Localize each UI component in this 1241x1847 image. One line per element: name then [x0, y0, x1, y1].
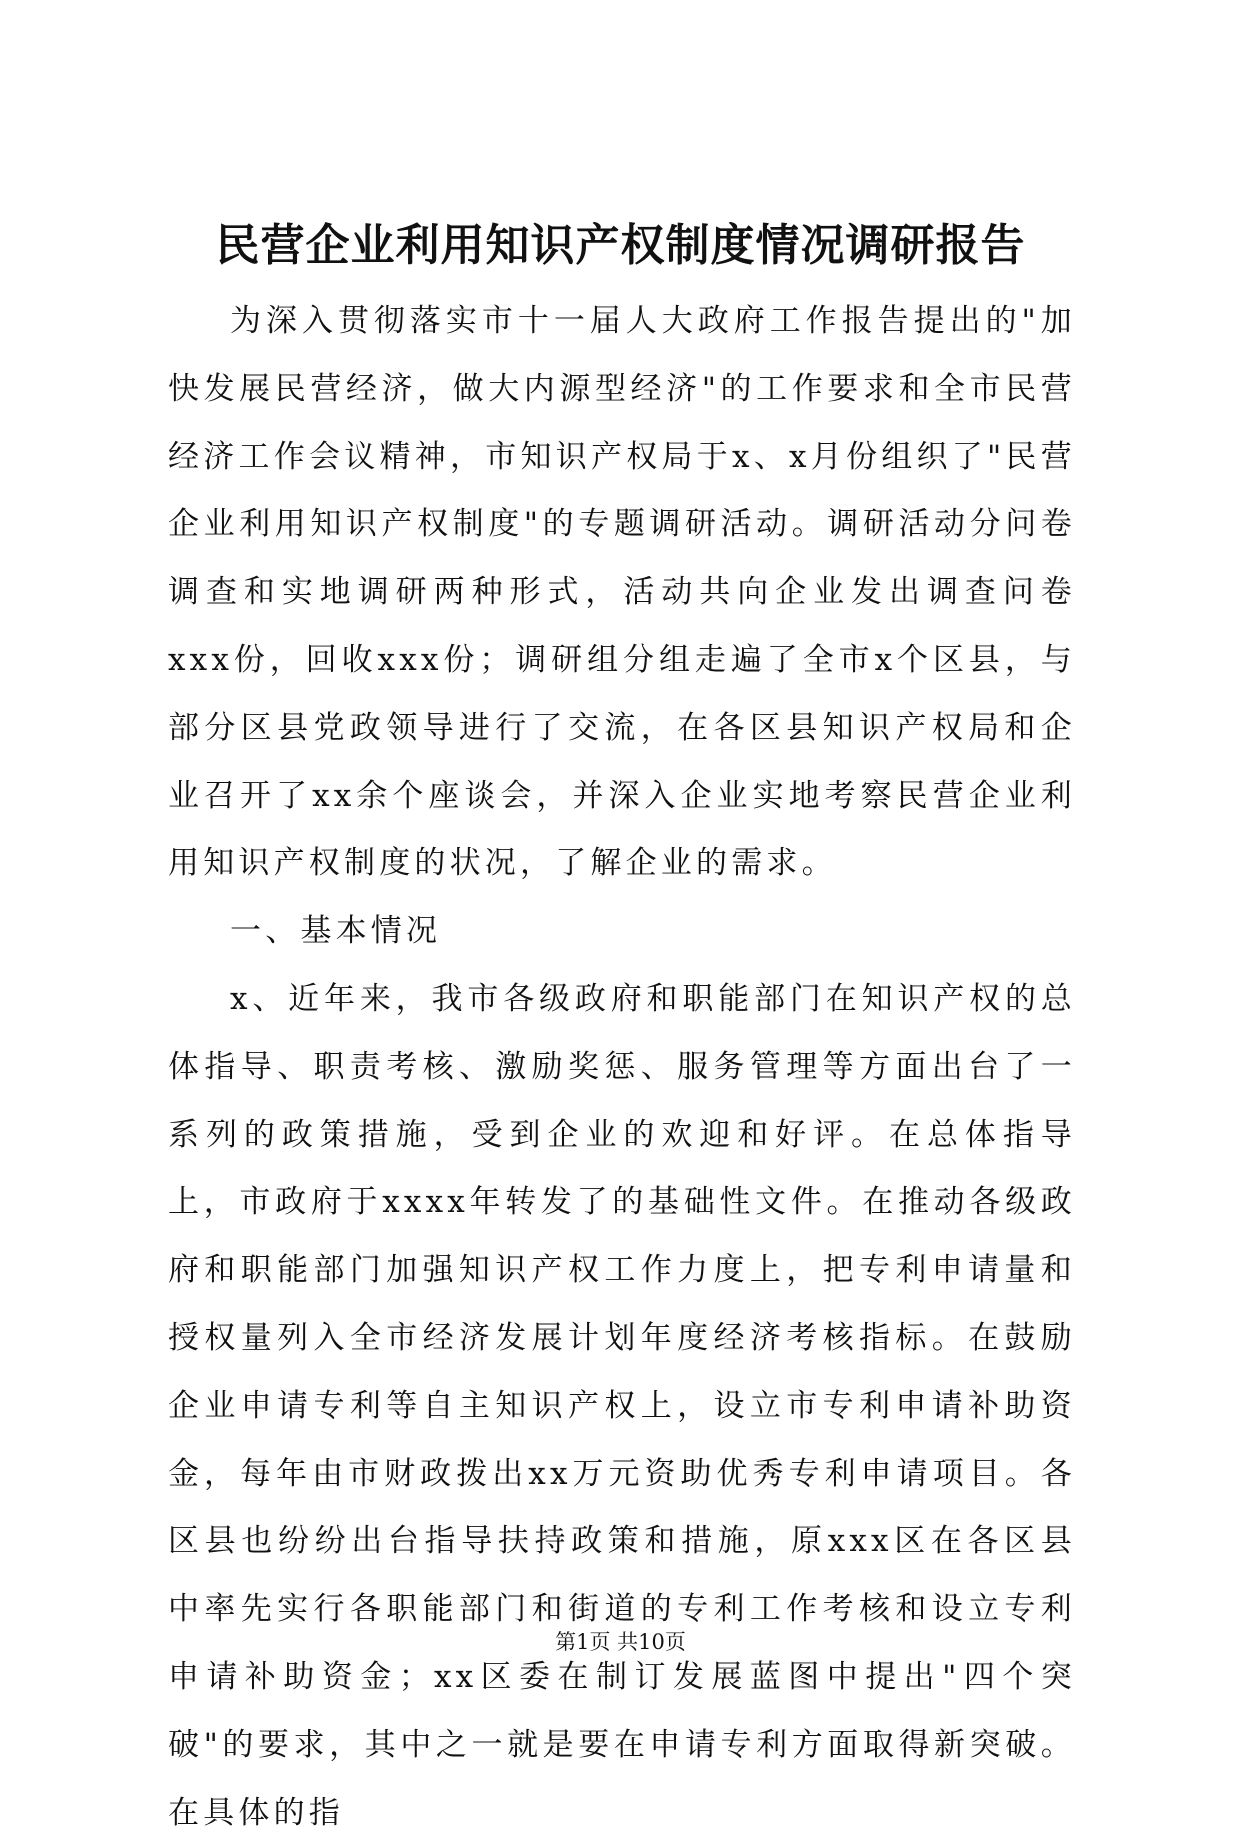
section-heading-basic-situation: 一、基本情况 — [230, 913, 442, 950]
paragraph-policy-measures: x、近年来，我市各级政府和职能部门在知识产权的总体指导、职责考核、激励奖惩、服务管理等方面出台了一系列的政策措施，受到企业的欢迎和好评。在总体指导上，市政府于xxxx年转发了的基础性文件。在推动各级政府和职能部门加强知识产权工作力度上，把专利申请量和授权量列入全市经济发展计划年度经济考核指标。在鼓励企业申请专利等自主知识产权上，设立市专利申请补助资金，每年由市财政拨出xx万元资助优秀专利申请项目。各区县也纷纷出台指导扶持政策和措施，原xxx区在各区县中率先实行各职能部门和街道的专利工作考核和设立专利申请补助资金；xx区委在制订发展蓝图中提出"四个突破"的要求，其中之一就是要在申请专利方面取得新突破。在具体的指 — [168, 980, 1076, 1831]
page-number-footer: 第1页 共10页 — [555, 1630, 686, 1654]
document-body — [168, 288, 1076, 1847]
document-title: 民营企业利用知识产权制度情况调研报告 — [215, 220, 1026, 271]
paragraph-intro: 为深入贯彻落实市十一届人大政府工作报告提出的"加快发展民营经济，做大内源型经济"的工作要求和全市民营经济工作会议精神，市知识产权局于x、x月份组织了"民营企业利用知识产权制度"的专题调研活动。调研活动分问卷调查和实地调研两种形式，活动共向企业发出调查问卷xxx份，回收xxx份；调研组分组走遍了全市x个区县，与部分区县党政领导进行了交流，在各区县知识产权局和企业召开了xx余个座谈会，并深入企业实地考察民营企业利用知识产权制度的状况，了解企业的需求。 — [168, 303, 1076, 882]
